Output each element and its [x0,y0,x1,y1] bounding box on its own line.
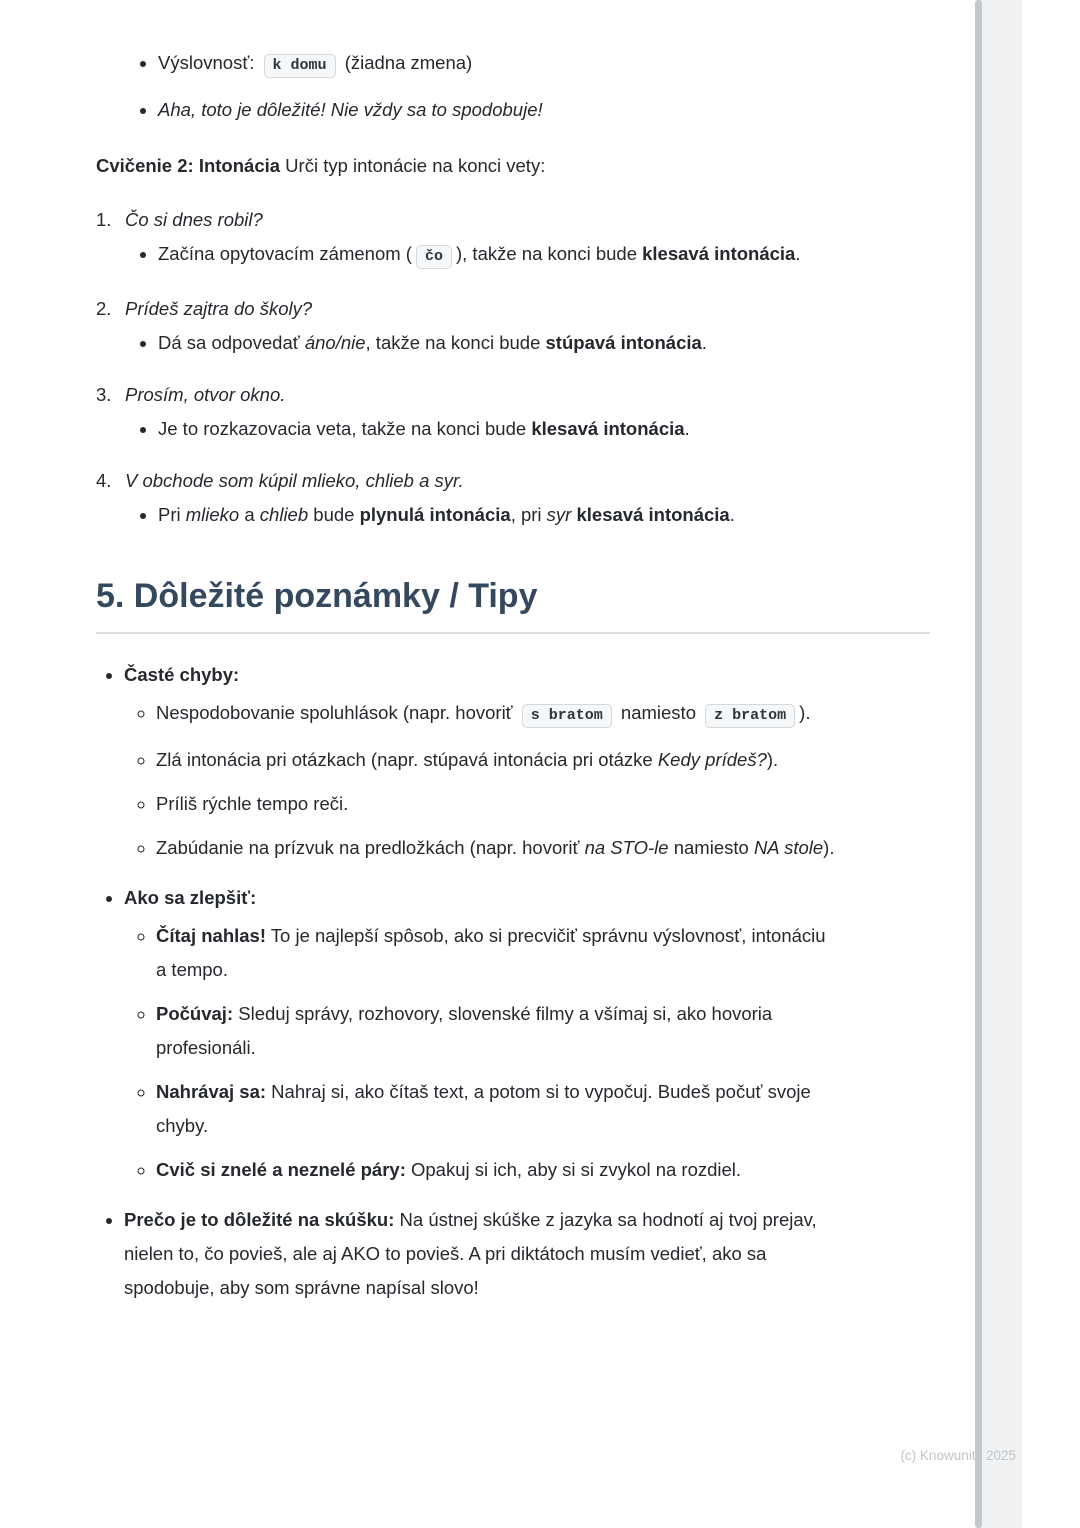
exercise-number: 3. [96,384,112,405]
exercise-item [96,378,930,446]
exercise-answer-list [125,498,930,532]
list-item [158,93,930,127]
intro-bullet-list [96,46,930,127]
exercise-question: Čo si dnes robil? [125,209,263,230]
inline-code: s bratom [522,704,612,728]
tips-subitem-text: ◦ Počúvaj: Sleduj správy, rozhovory, slovenské filmy a všímaj si, ako hovoria profesionáli. [156,1003,773,1058]
exercise-question: Prosím, otvor okno. [125,384,286,405]
tips-subitem-text: ◦ Čítaj nahlas! To je najlepší spôsob, ako si precvičiť správnu výslovnosť, intonáciu a tempo. [156,925,826,980]
tips-subitem [156,997,930,1065]
inline-code: čo [416,245,452,269]
exercise-answer [158,412,930,446]
inline-code: z bratom [705,704,795,728]
exercise-item [96,292,930,360]
exercise-answer-text: • Dá sa odpovedať áno/nie, takže na konci bude stúpavá intonácia. [158,332,707,353]
tips-subitem [156,1153,930,1187]
exercise-number: 4. [96,470,112,491]
exercise-number: 2. [96,298,112,319]
tips-subitem-text: ◦ Zlá intonácia pri otázkach (napr. stúpavá intonácia pri otázke Kedy prídeš?). [156,749,779,770]
tips-sublist [124,696,930,865]
exercise-item [96,464,930,532]
exercise-answer-text: • Pri mlieko a chlieb bude plynulá intonácia, pri syr klesavá intonácia. [158,504,735,525]
tips-subitem [156,743,930,777]
tips-subitem [156,919,930,987]
tips-heading: • Prečo je to dôležité na skúšku: Na ústnej skúške z jazyka sa hodnotí aj tvoj prejav, nielen to, čo povieš, ale aj AKO to povieš. A pri diktátoch musím vedieť, ako sa spodobuje, aby som správne napísal slovo! [124,1209,817,1298]
exercise-number: 1. [96,209,112,230]
exercise-answer [158,237,930,274]
tips-subitem [156,787,930,821]
exercise-answer-list [125,237,930,274]
exercise-answer-text: • Začína opytovacím zámenom ( čo ), takže na konci bude klesavá intonácia. [158,237,813,274]
copyright-footer: (c) Knowunity 2025 [900,1448,1016,1463]
list-item [158,46,930,83]
section5-title: 5. Dôležité poznámky / Tipy [96,574,930,634]
exercise-answer [158,326,930,360]
tips-item [124,1203,930,1305]
tips-sublist [124,919,930,1187]
tips-subitem-text: ◦ Nahrávaj sa: Nahraj si, ako čítaš text, a potom si to vypočuj. Budeš počuť svoje chyby. [156,1081,811,1136]
tips-subitem-text: ◦ Zabúdanie na prízvuk na predložkách (napr. hovoriť na STO-le namiesto NA stole). [156,837,835,858]
exercise-question: V obchode som kúpil mlieko, chlieb a syr. [125,470,464,491]
tips-subitem [156,1075,930,1143]
tips-heading: • Ako sa zlepšiť: [124,887,257,908]
exercise-answer-list [125,412,930,446]
exercise-answer [158,498,930,532]
exercise-question: Prídeš zajtra do školy? [125,298,313,319]
exercise-item [96,203,930,274]
tips-subitem [156,831,930,865]
intro-bullet-text: • Aha, toto je dôležité! Nie vždy sa to spodobuje! [158,99,543,120]
tips-heading: • Časté chyby: [124,664,240,685]
exercise2-intro: Cvičenie 2: Intonácia Urči typ intonácie na konci vety: [96,155,546,176]
tips-subitem-text: ◦ Cvič si znelé a neznelé páry: Opakuj si ich, aby si si zvykol na rozdiel. [156,1159,742,1180]
exercise-answer-text: • Je to rozkazovacia veta, takže na konci bude klesavá intonácia. [158,418,690,439]
exercise-answer-list [125,326,930,360]
intro-bullet-text: • Výslovnosť: k domu (žiadna zmena) [158,46,930,83]
tips-subitem [156,696,930,733]
tips-list [96,658,930,1305]
tips-item [124,881,930,1187]
exercise-list [96,203,930,532]
tips-item [124,658,930,865]
inline-code: k domu [264,54,336,78]
tips-subitem-text: ◦ Príliš rýchle tempo reči. [156,793,349,814]
tips-subitem-text: ◦ Nespodobovanie spoluhlások (napr. hovoriť s bratom namiesto z bratom ). [156,696,836,733]
